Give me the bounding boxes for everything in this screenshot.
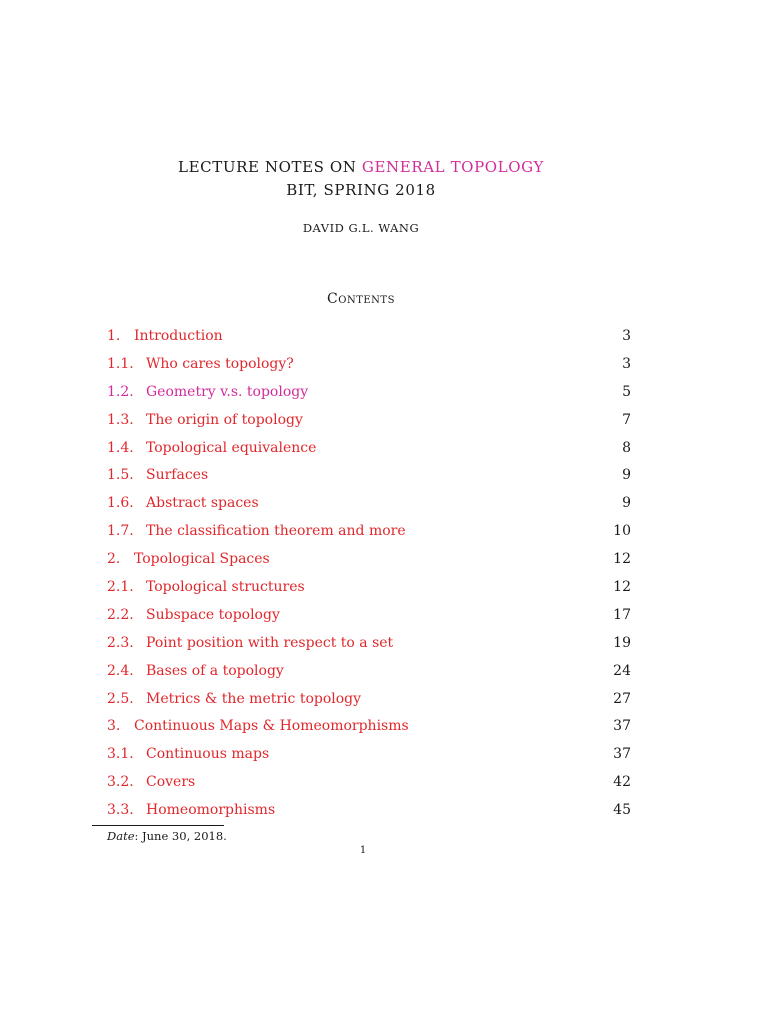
toc-entry[interactable] <box>107 601 631 629</box>
footnote-rule <box>92 825 224 826</box>
footnote-label: Date <box>107 829 135 843</box>
toc-entry-link[interactable]: Continuous Maps & Homeomorphisms <box>134 718 409 735</box>
toc-entry-link[interactable]: Topological structures <box>146 579 305 596</box>
toc-entry[interactable] <box>107 796 631 824</box>
toc-entry[interactable] <box>107 489 631 517</box>
toc-entry-link[interactable]: The origin of topology <box>146 411 303 428</box>
toc-entry-link[interactable]: Homeomorphisms <box>146 802 276 819</box>
toc-entry[interactable] <box>107 378 631 406</box>
toc-entry-link[interactable]: The classification theorem and more <box>146 523 406 540</box>
toc-entry[interactable] <box>107 461 631 489</box>
footnote <box>107 829 227 843</box>
contents-heading: Contents <box>327 291 395 307</box>
toc-entry-number[interactable]: 1.7. <box>107 523 134 540</box>
toc-entry[interactable] <box>107 350 631 378</box>
table-of-contents <box>107 322 631 824</box>
toc-entry-page: 19 <box>613 634 631 651</box>
toc-entry[interactable] <box>107 685 631 713</box>
title-accent: GENERAL TOPOLOGY <box>361 158 544 176</box>
toc-entry-page: 3 <box>622 328 631 344</box>
toc-entry-page: 37 <box>613 718 631 735</box>
toc-entry-page: 37 <box>613 746 631 763</box>
toc-entry-link[interactable]: Topological equivalence <box>146 439 317 456</box>
toc-entry-link[interactable]: Metrics & the metric topology <box>146 690 362 707</box>
toc-entry-number[interactable]: 2.4. <box>107 662 134 679</box>
toc-entry[interactable] <box>107 768 631 796</box>
toc-entry[interactable] <box>107 740 631 768</box>
toc-entry[interactable] <box>107 573 631 601</box>
page-number: 1 <box>359 845 367 856</box>
toc-entry-number[interactable]: 3.3. <box>107 802 134 819</box>
toc-entry-link[interactable]: Who cares topology? <box>146 355 294 372</box>
toc-entry-link[interactable]: Point position with respect to a set <box>146 634 394 651</box>
toc-entry-page: 42 <box>613 774 631 791</box>
toc-entry-number[interactable]: 1.1. <box>107 355 134 372</box>
toc-entry-page: 8 <box>622 439 631 456</box>
toc-entry[interactable] <box>107 629 631 657</box>
toc-entry[interactable] <box>107 545 631 573</box>
toc-entry-number[interactable]: 2.2. <box>107 606 134 623</box>
toc-entry-link[interactable]: Geometry v.s. topology <box>146 383 309 400</box>
toc-entry-number[interactable]: 1.5. <box>107 467 134 484</box>
toc-entry-number[interactable]: 2.3. <box>107 634 134 651</box>
toc-entry-page: 12 <box>613 579 631 596</box>
toc-entry-page: 10 <box>613 523 631 540</box>
toc-entry-page: 27 <box>613 690 631 707</box>
toc-entry-link[interactable]: Covers <box>146 774 196 791</box>
document-title <box>0 158 722 176</box>
toc-entry-number[interactable]: 1.3. <box>107 411 134 428</box>
toc-entry[interactable] <box>107 712 631 740</box>
toc-entry-link[interactable]: Topological Spaces <box>134 551 270 568</box>
toc-entry-page: 7 <box>622 411 631 428</box>
toc-entry-link[interactable]: Continuous maps <box>146 746 270 763</box>
toc-entry-number[interactable]: 2.5. <box>107 690 134 707</box>
toc-entry-number[interactable]: 3.2. <box>107 774 134 791</box>
toc-entry-page: 9 <box>622 467 631 484</box>
toc-entry-page: 45 <box>613 802 631 819</box>
toc-entry[interactable] <box>107 657 631 685</box>
toc-entry[interactable] <box>107 517 631 545</box>
toc-entry-number[interactable]: 1. <box>107 328 121 344</box>
toc-entry-number[interactable]: 1.4. <box>107 439 134 456</box>
toc-entry-page: 12 <box>613 551 631 568</box>
toc-entry-number[interactable]: 2. <box>107 551 121 568</box>
title-prefix: LECTURE NOTES ON <box>178 158 362 176</box>
toc-entry-link[interactable]: Subspace topology <box>146 606 280 623</box>
toc-entry-page: 24 <box>613 662 631 679</box>
toc-entry-number[interactable]: 3. <box>107 718 121 735</box>
toc-entry[interactable] <box>107 406 631 434</box>
toc-entry-number[interactable]: 1.6. <box>107 495 134 512</box>
document-subtitle: BIT, SPRING 2018 <box>286 181 436 199</box>
toc-entry[interactable] <box>107 434 631 462</box>
toc-entry-number[interactable]: 3.1. <box>107 746 134 763</box>
toc-entry-number[interactable]: 2.1. <box>107 579 134 596</box>
toc-entry-link[interactable]: Surfaces <box>146 467 209 484</box>
toc-entry[interactable] <box>107 322 631 350</box>
toc-entry-page: 17 <box>613 606 631 623</box>
toc-entry-link[interactable]: Introduction <box>134 328 223 344</box>
toc-entry-page: 5 <box>622 383 631 400</box>
footnote-text: : June 30, 2018. <box>134 829 227 843</box>
toc-entry-link[interactable]: Bases of a topology <box>146 662 284 679</box>
author: DAVID G.L. WANG <box>302 221 420 235</box>
toc-entry-number[interactable]: 1.2. <box>107 383 134 400</box>
toc-entry-page: 9 <box>622 495 631 512</box>
toc-entry-page: 3 <box>622 355 631 372</box>
toc-entry-link[interactable]: Abstract spaces <box>146 495 259 512</box>
